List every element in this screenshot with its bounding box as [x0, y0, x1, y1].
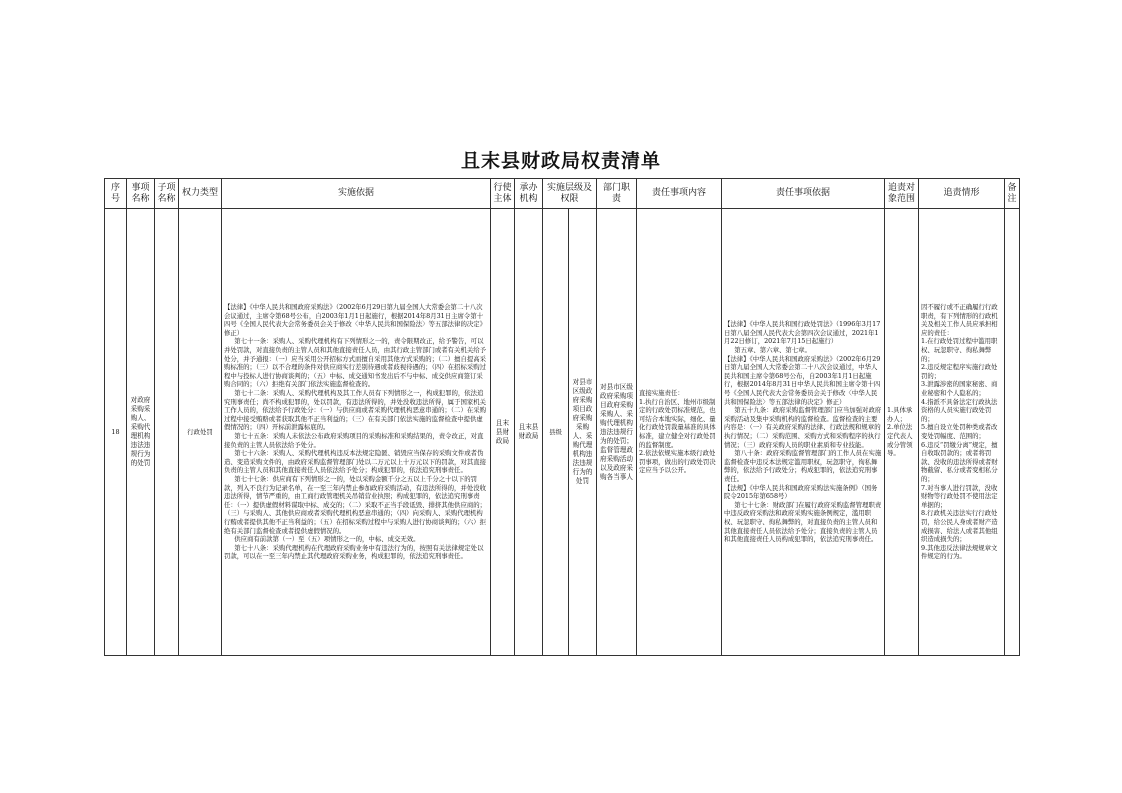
- basis-paragraph: 第七十七条：供应商有下列情形之一的，处以采购金额千分之五以上千分之十以下的罚款，列入不良行为记录名单，在一至三年内禁止参加政府采购活动，有违法所得的，并处没收违法所得，情节严重的，由工商行政管理机关吊销营业执照；构成犯罪的，依法追究刑事责任：（一）提供虚假材料谋取中标、成交的；（二）采取不正当手段诋毁、排挤其他供应商的；（三）与采购人、其他供应商或者采购代理机构恶意串通的；（四）向采购人、采购代理机构行贿或者提供其他不正当利益的；（五）在招标采购过程中与采购人进行协商谈判的；（六）拒绝有关部门监督检查或者提供虚假情况的。: [224, 474, 487, 535]
- header-index: 序号: [105, 179, 127, 209]
- duty-content-line: 2.依法依规实施本级行政处罚事项，做出的行政处罚决定应当予以公开。: [639, 449, 716, 475]
- cell-sub-item: [155, 209, 179, 656]
- accountability-case-line: 2.违反规定程序实施行政处罚的；: [921, 363, 998, 380]
- cell-remarks: [1005, 209, 1020, 656]
- duty-basis-paragraph: 第五章、第六章、第七章。: [734, 346, 811, 355]
- header-subject: 行使主体: [491, 179, 515, 209]
- duty-basis-paragraph: 第八十条：政府采购监督管理部门的工作人员在实施监督检查中违反本法规定滥用职权，玩忽职守，徇私舞弊的，依法给予行政处分；构成犯罪的，依法追究刑事责任。: [724, 449, 882, 483]
- accountability-case-line: 3.泄露涉密的国家秘密、商业秘密和个人隐私的；: [921, 380, 998, 398]
- accountability-case-line: 6.违反“罚缴分离”规定，擅自收取罚款的；或者将罚款、没收的违法所得或者财物截留、私分或者变相私分的；: [921, 440, 998, 483]
- accountability-case-line: 9.其他违反法律法规规章文件规定的行为。: [921, 543, 998, 561]
- cell-level: 县级: [543, 209, 569, 656]
- cell-duty: 对县市区级政府采购项目政府采购采购人、采购代理机构违法违规行为的处罚；监督管理政府采购活动以及政府采购各当事人: [597, 209, 637, 656]
- basis-paragraph: 第七十五条：采购人未依法公布政府采购项目的采购标准和采购结果的，责令改正，对直接负责的主管人员依法给予处分。: [224, 432, 484, 449]
- table-header-row: [105, 179, 1020, 209]
- table-row: [105, 209, 1020, 656]
- cell-index: 18: [105, 209, 127, 656]
- cell-level-scope: 对县市区级政府采购项目政府采购采购人、采购代理机构违法违规行为的处罚: [569, 209, 597, 656]
- duty-basis-paragraph: 第五十九条：政府采购监督管理部门应当加强对政府采购活动及集中采购机构的监督检查。监督检查的主要内容是：（一）有关政府采购的法律、行政法规和规章的执行情况；（二）采购范围、采购方式和采购程序的执行情况；（三）政府采购人员的职业素质和专业技能。: [724, 406, 882, 449]
- duty-basis-paragraph: 【法律】《中华人民共和国政府采购法》（2002年6月29日第九届全国人大常委会第二十八次会议通过，中华人民共和国主席令第68号公布，自2003年1月1日起施行，根据2014年8月31日中华人民共和国主席令第十四号《全国人民代表大会常务委员会关于修改〈中华人民共和国保险法〉等五部法律的决定》修正）: [724, 354, 881, 406]
- accountability-case-line: 4.指派不具备法定行政执法资格的人员实施行政处罚的；: [921, 397, 998, 423]
- power-responsibility-table: [104, 178, 1020, 656]
- basis-paragraph: 供应商有前款第（一）至（五）项情形之一的，中标、成交无效。: [234, 535, 420, 544]
- document-title: 且末县财政局权责清单: [460, 150, 661, 172]
- accountability-case-line: 1.在行政处罚过程中滥用职权、玩忽职守、徇私舞弊的；: [921, 337, 998, 363]
- accountability-case-line: 7.对当事人进行罚款，没收财物等行政处罚不使用法定单据的；: [921, 483, 998, 509]
- header-duty: 部门职责: [597, 179, 637, 209]
- cell-organ: 且末县财政局: [515, 209, 543, 656]
- accountability-scope-line: 1.具体承办人；: [887, 406, 913, 423]
- header-remarks: 备注: [1005, 179, 1020, 209]
- duty-basis-paragraph: 第七十七条：财政部门在履行政府采购监督管理职责中违反政府采购法和政府采购实施条例规定，滥用职权、玩忽职守、徇私舞弊的，对直接负责的主管人员和其他直接责任人员依法给予处分；直接负责的主管人员和其他直接责任人员构成犯罪的，依法追究刑事责任。: [724, 500, 882, 544]
- cell-subject: 且末县财政局: [491, 209, 515, 656]
- accountability-case-line: 8.行政机关违法实行行政处罚，给公民人身或者财产造成损害、给法人或者其他组织造成损失的；: [921, 509, 998, 544]
- accountability-case-line: 因不履行或不正确履行行政职责，有下列情形的行政机关及相关工作人员应承担相应的责任：: [921, 303, 998, 337]
- basis-paragraph: 第七十六条：采购人、采购代理机构违反本法规定隐匿、销毁应当保存的采购文件或者伪造、变造采购文件的，由政府采购监督管理部门处以二万元以上十万元以下的罚款，对其直接负责的主管人员和其他直接责任人员依法给予处分；构成犯罪的，依法追究刑事责任。: [224, 449, 487, 475]
- accountability-case-line: 5.擅自设立处罚种类或者改变处罚幅度、范围的；: [921, 423, 998, 440]
- accountability-scope-line: 2.单位法定代表人或分管领导。: [887, 423, 913, 458]
- cell-duty-content: [637, 209, 722, 656]
- header-sub-item: 子项名称: [155, 179, 179, 209]
- header-accountability-scope: 追责对象范围: [885, 179, 919, 209]
- basis-paragraph: 【法律】《中华人民共和国政府采购法》（2002年6月29日第九届全国人大常委会第二十八次会议通过，主席令第68号公布，自2003年1月1日起施行，根据2014年8月31日主席令第十四号《全国人民代表大会常务委员会关于修改〈中华人民共和国保险法〉等五部法律的决定》修正）: [224, 303, 487, 337]
- cell-accountability-scope: [885, 209, 919, 656]
- cell-basis: [222, 209, 491, 656]
- header-organ: 承办机构: [515, 179, 543, 209]
- header-power-type: 权力类型: [179, 179, 222, 209]
- header-level: 实施层级及权限: [543, 179, 597, 209]
- duty-basis-paragraph: 【法规】《中华人民共和国政府采购法实施条例》（国务院令2015年第658号）: [724, 483, 878, 501]
- basis-paragraph: 第七十二条：采购人、采购代理机构及其工作人员有下列情形之一，构成犯罪的，依法追究刑事责任；尚不构成犯罪的，处以罚款，有违法所得的，并处没收违法所得，属于国家机关工作人员的，依法给予行政处分：（一）与供应商或者采购代理机构恶意串通的；（二）在采购过程中接受贿赂或者获取其他不正当利益的；（三）在有关部门依法实施的监督检查中提供虚假情况的；（四）开标前泄露标底的。: [224, 389, 487, 432]
- header-item-name: 事项名称: [127, 179, 155, 209]
- duty-basis-paragraph: 【法律】《中华人民共和国行政处罚法》（1996年3月17日第八届全国人民代表大会第四次会议通过，2021年1月22日修订，2021年7月15日起施行）: [724, 320, 881, 346]
- cell-accountability-cases: [919, 209, 1005, 656]
- duty-content-line: 直接实施责任：: [639, 389, 684, 398]
- cell-power-type: 行政处罚: [179, 209, 222, 656]
- basis-paragraph: 第七十八条：采购代理机构在代理政府采购业务中有违法行为的，按照有关法律规定处以罚款，可以在一至三年内禁止其代理政府采购业务，构成犯罪的，依法追究刑事责任。: [224, 543, 484, 561]
- header-duty-basis: 责任事项依据: [722, 179, 885, 209]
- header-accountability-cases: 追责情形: [919, 179, 1005, 209]
- cell-duty-basis: [722, 209, 885, 656]
- header-duty-content: 责任事项内容: [637, 179, 722, 209]
- header-basis: 实施依据: [222, 179, 491, 209]
- duty-content-line: 1.执行自治区、地州市级制定的行政处罚标准规范，也可结合本地实际，细化、量化行政处罚裁量基准的具体标准，建立健全对行政处罚的监督制度。: [639, 397, 716, 449]
- cell-item-name: 对政府采购采购人、采购代理机构违法违规行为的处罚: [127, 209, 155, 656]
- basis-paragraph: 第七十一条：采购人、采购代理机构有下列情形之一的，责令限期改正，给予警告，可以并处罚款，对直接负责的主管人员和其他直接责任人员，由其行政主管部门或者有关机关给予处分，并予通报：（一）应当采用公开招标方式而擅自采用其他方式采购的；（二）擅自提高采购标准的；（三）以不合理的条件对供应商实行差别待遇或者歧视待遇的；（四）在招标采购过程中与投标人进行协商谈判的；（五）中标、成交通知书发出后不与中标、成交供应商签订采购合同的；（六）拒绝有关部门依法实施监督检查的。: [224, 337, 487, 389]
